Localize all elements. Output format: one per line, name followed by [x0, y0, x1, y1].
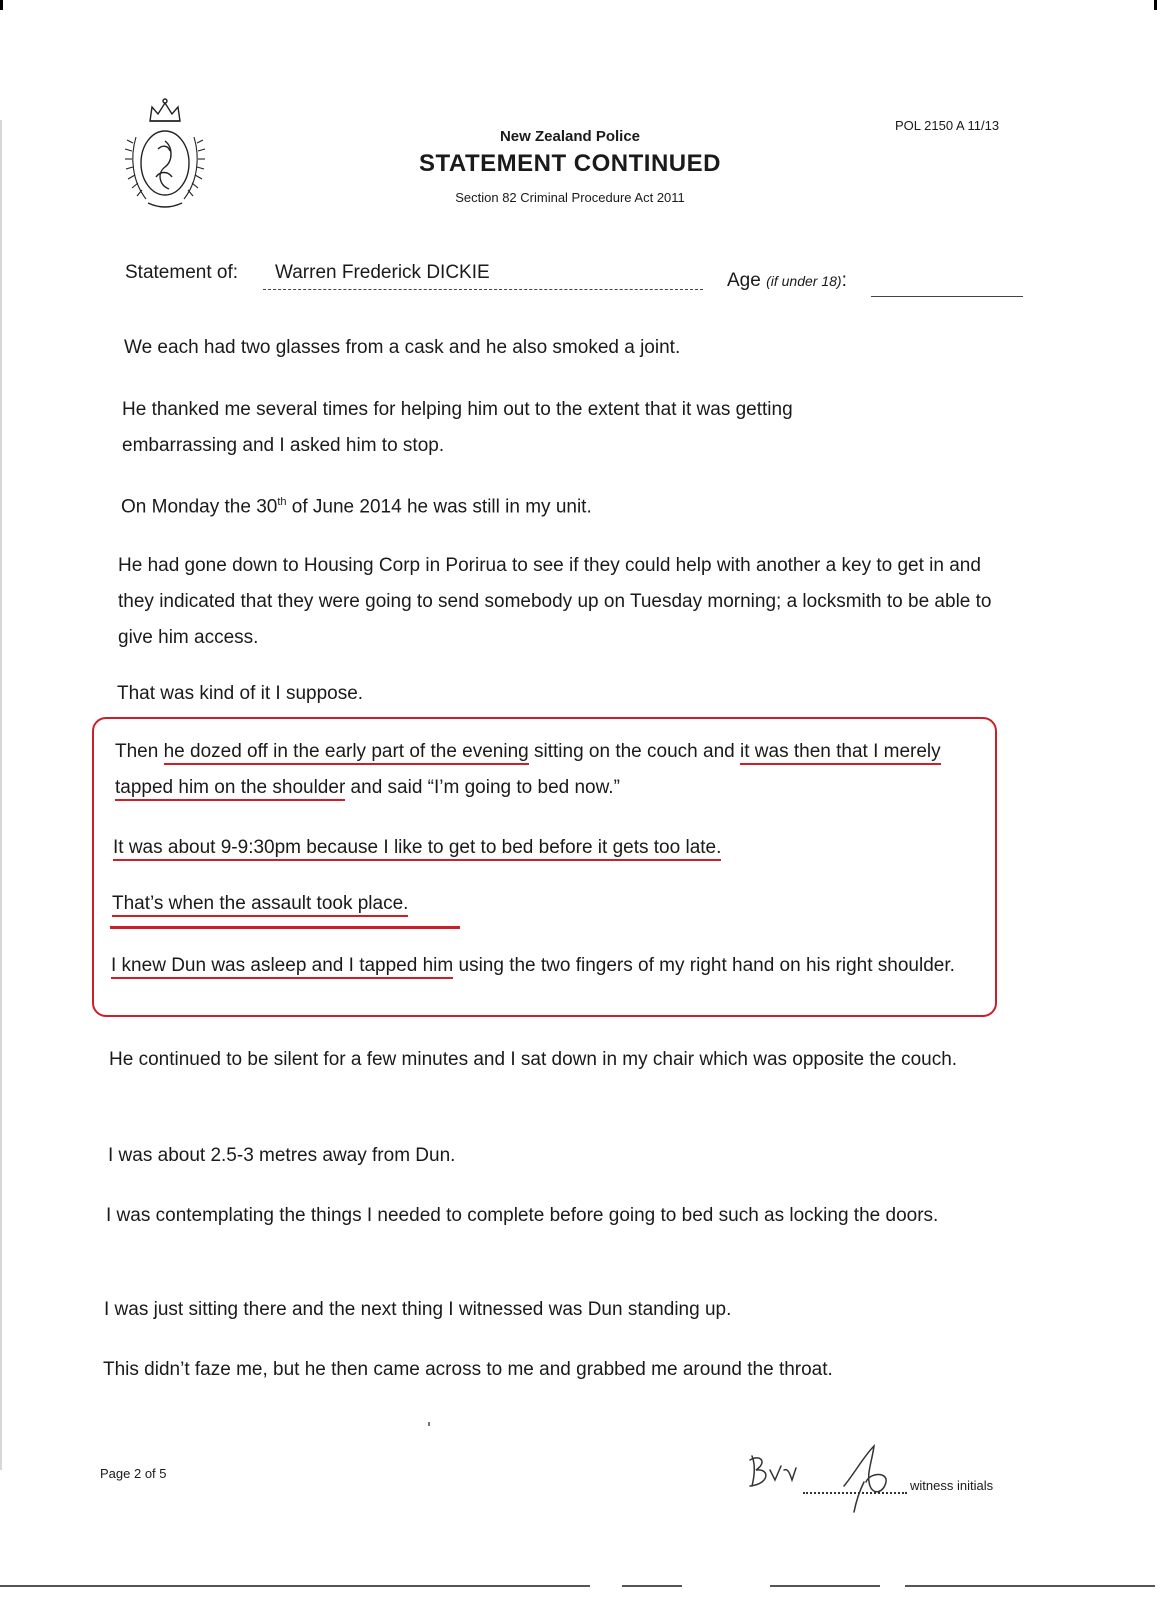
paragraph-text: Then: [115, 741, 164, 762]
scan-artifact: [0, 0, 3, 10]
age-label: [727, 270, 847, 292]
statement-of-name: Warren Frederick DICKIE: [263, 262, 703, 290]
paragraph-text: and said “I’m going to bed now.”: [345, 777, 620, 798]
paragraph: He continued to be silent for a few minutes and I sat down in my chair which was opposite the couch.: [109, 1049, 958, 1070]
date-suffix: th: [277, 496, 287, 508]
age-label-text: Age: [727, 270, 761, 291]
paragraph: He thanked me several times for helping him out to the extent that it was getting embarrassing and I asked him to stop.: [122, 399, 793, 456]
age-label-suffix: :: [841, 270, 847, 291]
statement-of-label: Statement of:: [125, 262, 239, 283]
witness-initials-label: witness initials: [910, 1478, 994, 1493]
document-title: STATEMENT CONTINUED: [419, 150, 721, 177]
paragraph-text: using the two fingers of my right hand on his right shoulder.: [453, 955, 955, 976]
age-hint: (if under 18): [766, 273, 842, 289]
red-underlined-text: That’s when the assault took place.: [112, 893, 408, 917]
paragraph-text: sitting on the couch and: [528, 741, 740, 762]
paragraph: I was about 2.5-3 metres away from Dun.: [108, 1145, 456, 1166]
organization-name: New Zealand Police: [499, 128, 641, 145]
red-double-underline: [110, 926, 460, 929]
age-field: [871, 296, 1023, 297]
statement-of-row: [125, 262, 1025, 302]
scan-speck: [428, 1422, 430, 1426]
scan-bottom-edge: [0, 1585, 1163, 1588]
page-number: Page 2 of 5: [100, 1466, 167, 1481]
red-underlined-text: he dozed off in the early part of the evening: [164, 741, 529, 765]
witness-initials-line: [803, 1478, 907, 1494]
paragraph: I was contemplating the things I needed to complete before going to bed such as locking the doors.: [106, 1205, 939, 1226]
paragraph-text: of June 2014 he was still in my unit.: [286, 496, 592, 518]
highlighted-paragraph: [111, 948, 981, 984]
paragraph: [121, 484, 1001, 525]
paragraph: That was kind of it I suppose.: [117, 683, 364, 704]
scan-artifact: [1154, 0, 1157, 10]
form-code: POL 2150 A 11/13: [895, 118, 1000, 133]
highlighted-paragraph: [112, 886, 992, 922]
paragraph: We each had two glasses from a cask and he also smoked a joint.: [124, 337, 681, 358]
paragraph: He had gone down to Housing Corp in Porirua to see if they could help with another a key to get in and they indicated that they were going to send somebody up on Tuesday morning; a locksmith to be able to give him access.: [118, 555, 992, 648]
highlighted-paragraph: [113, 830, 993, 866]
highlighted-paragraph: [115, 734, 995, 806]
red-underlined-text: It was about 9-9:30pm because I like to get to bed before it gets too late.: [113, 837, 721, 861]
paragraph: This didn’t faze me, but he then came across to me and grabbed me around the throat.: [103, 1359, 833, 1380]
police-crest-icon: [122, 97, 208, 215]
document-subtitle: Section 82 Criminal Procedure Act 2011: [455, 190, 685, 205]
paragraph: I was just sitting there and the next thing I witnessed was Dun standing up.: [104, 1299, 732, 1320]
red-underlined-text: it was then that I merely tapped him on the shoulder: [115, 741, 941, 801]
paragraph-text: On Monday the 30: [121, 496, 278, 518]
scan-edge: [0, 120, 2, 1470]
red-underlined-text: I knew Dun was asleep and I tapped him: [111, 955, 453, 979]
